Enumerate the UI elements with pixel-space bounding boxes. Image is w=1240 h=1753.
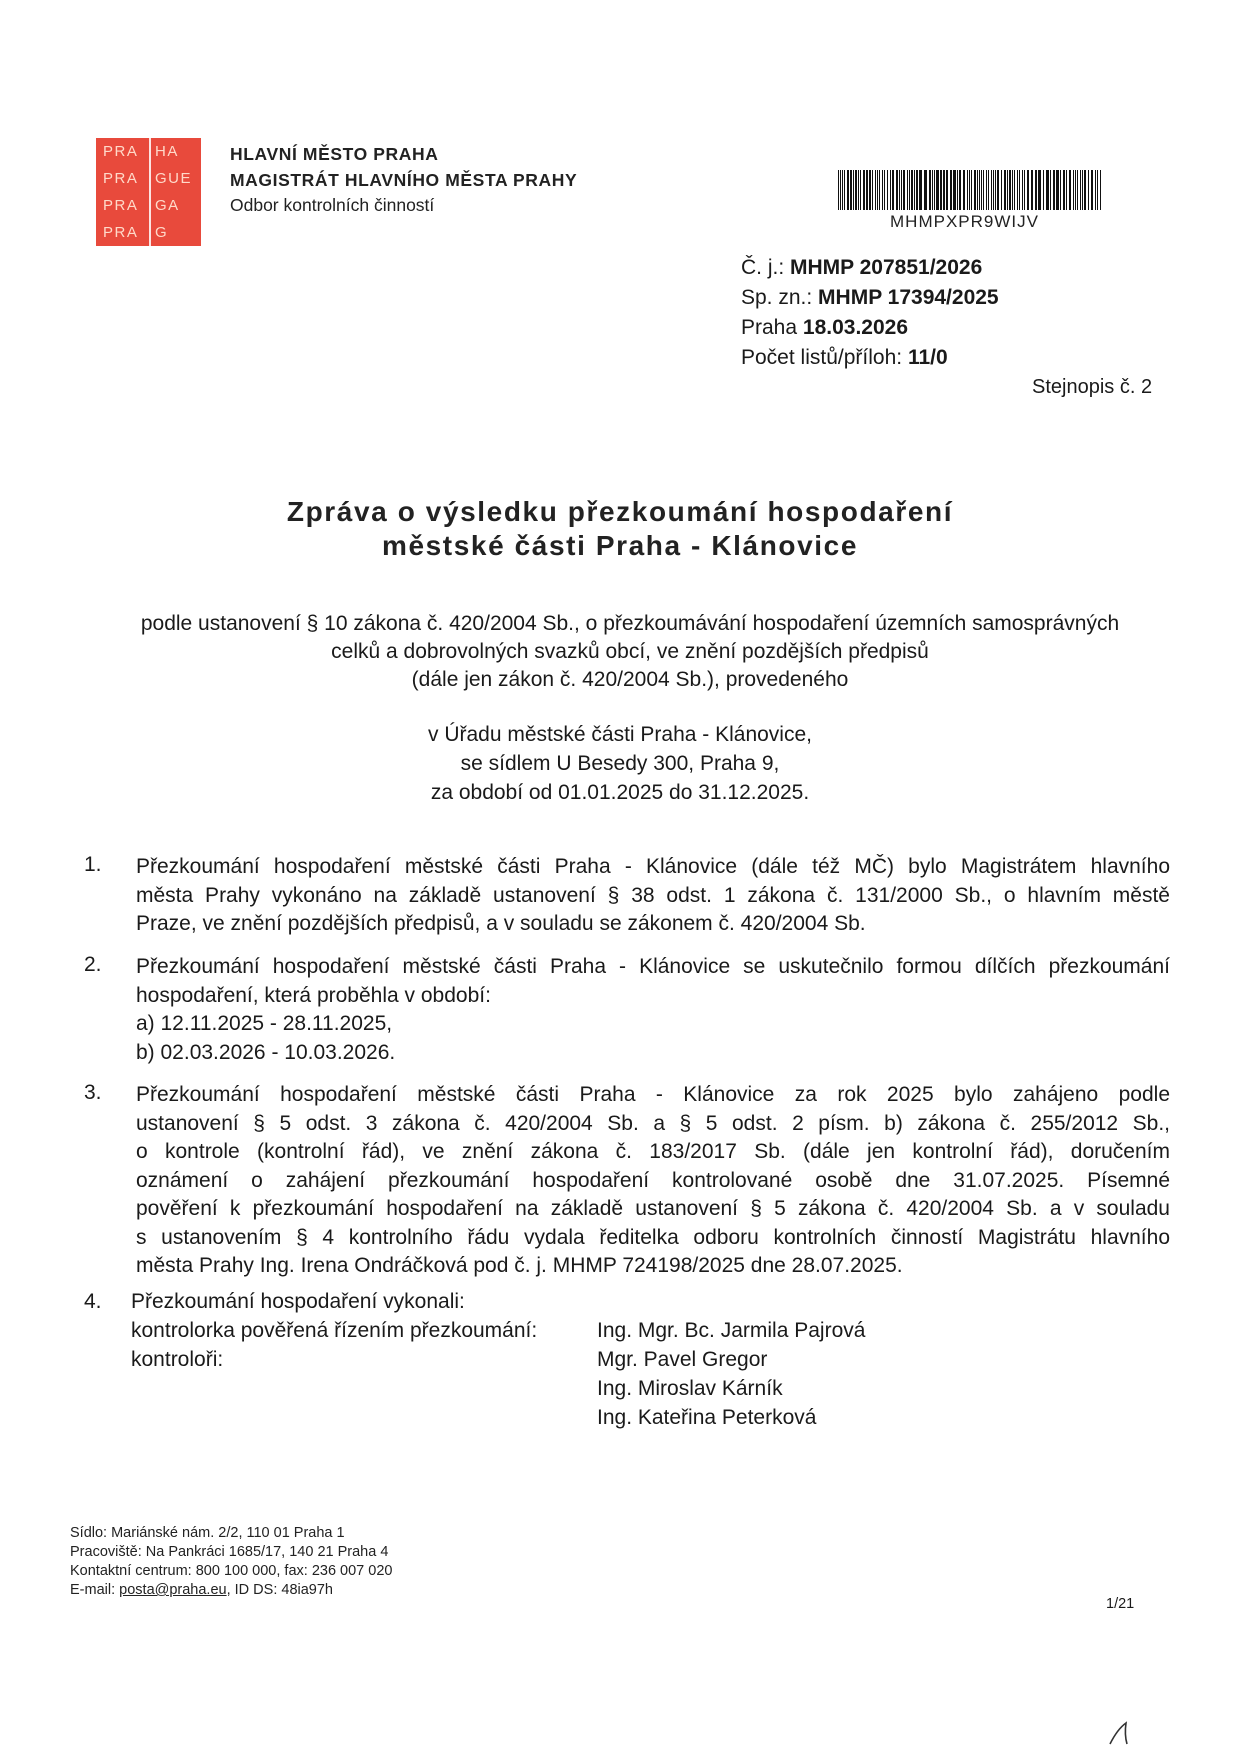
barcode-bar: [953, 170, 956, 210]
prague-logo: [96, 138, 201, 246]
barcode-bar: [1084, 170, 1086, 210]
logo-row: PRA GUE: [103, 170, 193, 187]
barcode-bar: [842, 170, 843, 210]
barcode-bar: [959, 170, 961, 210]
barcode-code: MHMPXPR9WIJV: [890, 212, 1039, 231]
barcode-bar: [872, 170, 873, 210]
barcode-bar: [1066, 170, 1067, 210]
footer-seat: Sídlo: Mariánské nám. 2/2, 110 01 Praha 1: [70, 1525, 345, 1541]
barcode-bar: [1100, 170, 1101, 210]
barcode-bar: [936, 170, 939, 210]
barcode-bar: [967, 170, 968, 210]
footer-contacts: [70, 1524, 392, 1600]
auditor-name: Ing. Miroslav Kárník: [597, 1377, 783, 1400]
auditor-name: Mgr. Pavel Gregor: [597, 1348, 768, 1371]
barcode-bar: [950, 170, 952, 210]
footer-email-line: E-mail: posta@praha.eu, ID DS: 48ia97h: [70, 1582, 333, 1598]
barcode-bar: [1001, 170, 1002, 210]
barcode-bar: [875, 170, 876, 210]
barcode-bar: [1095, 170, 1096, 210]
point-3-text: Přezkoumání hospodaření městské části Praha - Klánovice za rok 2025 bylo zahájeno podle ustanovení § 5 odst. 3 zákona č. 420/2004 Sb. a § 5 odst. 2 písm. b) zákona č. 255/2012 Sb., o kontrole (kontrolní řád), ve znění zákona č. 183/2017 Sb. (dále jen kontrolní řád), doručením oznámení o zahájení přezkoumání hospodaření kontrolované osobě dne 31.07.2025. Písemné pověření k přezkoumání hospodaření na základě ustanovení § 5 zákona č. 420/2004 Sb. a v souladu s ustanovením § 4 kontrolního řádu vydala ředitelka odboru kontrolních činností Magistrátu hlavního města Prahy Ing. Irena Ondráčková pod č. j. MHMP 724198/2025 dne 28.07.2025.: [136, 1083, 1170, 1277]
barcode-bar: [1038, 170, 1041, 210]
footer-contact-centre: Kontaktní centrum: 800 100 000, fax: 236 007 020: [70, 1563, 393, 1579]
header-department: Odbor kontrolních činností: [230, 195, 435, 215]
barcode-bar: [934, 170, 935, 210]
barcode-bar: [1050, 170, 1051, 210]
barcode-bar: [840, 170, 841, 210]
barcode-bar: [940, 170, 942, 210]
barcode-bar: [863, 170, 865, 210]
barcode-bar: [924, 170, 927, 210]
barcode-bar: [1031, 170, 1033, 210]
barcode-bar: [877, 170, 878, 210]
lead-auditor-name: Ing. Mgr. Bc. Jarmila Pajrová: [597, 1319, 866, 1342]
barcode-bar: [887, 170, 888, 210]
barcode-bar: [884, 170, 885, 210]
barcode-bar: [993, 170, 994, 210]
barcode-bar: [957, 170, 958, 210]
barcode-bar: [1075, 170, 1076, 210]
document-title-line1: Zpráva o výsledku přezkoumání hospodaření: [286, 496, 954, 527]
barcode-bar: [1091, 170, 1093, 210]
barcode-bar: [909, 170, 910, 210]
barcode-bar: [974, 170, 976, 210]
barcode-bar: [914, 170, 915, 210]
barcode-bar: [844, 170, 845, 210]
barcode-bar: [929, 170, 931, 210]
barcode-bar: [892, 170, 894, 210]
barcode-bar: [1097, 170, 1098, 210]
logo-row: PRA GA: [103, 197, 180, 214]
barcode-bar: [860, 170, 861, 210]
barcode-bar: [1063, 170, 1065, 210]
barcode-bar: [896, 170, 898, 210]
point-4-number: 4.: [84, 1290, 102, 1313]
auditors-label: kontroloři:: [131, 1348, 224, 1371]
barcode-bar: [858, 170, 859, 210]
barcode-bar: [986, 170, 987, 210]
barcode-bar: [981, 170, 982, 210]
handwritten-mark-icon: [1108, 1720, 1132, 1746]
point-2-number: 2.: [84, 953, 102, 976]
barcode-bar: [1022, 170, 1023, 210]
footer-office: Pracoviště: Na Pankráci 1685/17, 140 21 Praha 4: [70, 1544, 389, 1560]
point-2-text: Přezkoumání hospodaření městské části Praha - Klánovice se uskutečnilo formou dílčích přezkoumání hospodaření, která proběhla v období: a) 12.11.2025 - 28.11.2025, b) 02.03.2026 - 10.03.2026.: [136, 953, 1170, 1067]
page-number: 1/21: [1106, 1596, 1135, 1612]
point-1-text: Přezkoumání hospodaření městské části Praha - Klánovice (dále též MČ) bylo Magistrátem hlavního města Prahy vykonáno na základě ustanovení § 38 odst. 1 zákona č. 131/2000 Sb., o hlavním městě Praze, ve znění pozdějších předpisů, a v souladu se zákonem č. 420/2004 Sb.: [136, 855, 1170, 935]
barcode-bar: [1073, 170, 1074, 210]
barcode-bar: [1024, 170, 1025, 210]
barcode-bar: [1007, 170, 1008, 210]
barcode-bar: [903, 170, 905, 210]
barcode-bar: [901, 170, 902, 210]
point-4-heading: Přezkoumání hospodaření vykonali:: [131, 1290, 465, 1313]
barcode-bar: [1053, 170, 1055, 210]
barcode-bar: [1019, 170, 1020, 210]
barcode-bar: [963, 170, 965, 210]
file-number: Sp. zn.: MHMP 17394/2025: [741, 286, 999, 309]
period-b: b) 02.03.2026 - 10.03.2026.: [136, 1040, 396, 1064]
barcode-bar: [1080, 170, 1081, 210]
document-title-line2: městské části Praha - Klánovice: [381, 530, 859, 561]
barcode-bar: [916, 170, 918, 210]
barcode-bar: [907, 170, 908, 210]
barcode-bar: [866, 170, 868, 210]
sheet-count: Počet listů/příloh: 11/0: [741, 346, 948, 369]
document-date: Praha 18.03.2026: [741, 316, 908, 339]
barcode-bar: [971, 170, 972, 210]
barcode-bar: [853, 170, 854, 210]
logo-row: PRA HA: [103, 143, 179, 160]
barcode-bar: [899, 170, 900, 210]
barcode-bar: [1060, 170, 1061, 210]
barcode-bar: [847, 170, 849, 210]
barcode-bar: [946, 170, 948, 210]
barcode-bar: [1043, 170, 1044, 210]
intro-text: podle ustanovení § 10 zákona č. 420/2004 Sb., o přezkoumávání hospodaření územních samosprávných celků a dobrovolných svazků obcí, ve znění pozdějších předpisů (dále jen zákon č. 420/2004 Sb.), provedeného: [140, 612, 1120, 691]
lead-auditor-label: kontrolorka pověřená řízením přezkoumání:: [131, 1319, 538, 1342]
barcode-bar: [855, 170, 857, 210]
barcode-bar: [969, 170, 970, 210]
barcode-bar: [882, 170, 883, 210]
barcode-bar: [890, 170, 891, 210]
header-magistrate: MAGISTRÁT HLAVNÍHO MĚSTA PRAHY: [230, 170, 578, 190]
barcode-bar: [991, 170, 992, 210]
logo-row: PRA G: [103, 224, 169, 241]
barcode-bar: [911, 170, 913, 210]
barcode-bar: [943, 170, 945, 210]
barcode-icon: [838, 170, 1101, 210]
header-city: HLAVNÍ MĚSTO PRAHA: [230, 144, 439, 164]
barcode-bar: [838, 170, 839, 210]
barcode-bar: [997, 170, 999, 210]
barcode-bar: [983, 170, 984, 210]
barcode-bar: [1056, 170, 1059, 210]
period-a: a) 12.11.2025 - 28.11.2025,: [136, 1012, 393, 1035]
barcode-bar: [1012, 170, 1013, 210]
barcode-bar: [919, 170, 922, 210]
audit-place: v Úřadu městské části Praha - Klánovice, se sídlem U Besedy 300, Praha 9, za období od 01.01.2025 do 31.12.2025.: [428, 723, 812, 804]
barcode-bar: [1088, 170, 1089, 210]
barcode-bar: [1027, 170, 1029, 210]
barcode-bar: [1014, 170, 1015, 210]
barcode-bar: [1069, 170, 1071, 210]
barcode-bar: [995, 170, 996, 210]
barcode-bar: [1046, 170, 1049, 210]
reference-number: Č. j.: MHMP 207851/2026: [741, 256, 983, 279]
barcode-bar: [977, 170, 978, 210]
barcode-bar: [850, 170, 852, 210]
barcode-bar: [979, 170, 980, 210]
barcode-bar: [879, 170, 880, 210]
barcode-bar: [1082, 170, 1083, 210]
point-3-number: 3.: [84, 1081, 102, 1104]
auditor-name: Ing. Kateřina Peterková: [597, 1406, 817, 1429]
barcode-bar: [869, 170, 871, 210]
barcode-bar: [1009, 170, 1011, 210]
barcode-bar: [1035, 170, 1037, 210]
footer-email-link[interactable]: posta@praha.eu: [119, 1582, 227, 1598]
barcode-bar: [1017, 170, 1018, 210]
barcode-bar: [1004, 170, 1006, 210]
barcode-bar: [932, 170, 933, 210]
copy-number: Stejnopis č. 2: [1032, 376, 1153, 398]
point-1-number: 1.: [84, 853, 102, 876]
barcode-bar: [988, 170, 989, 210]
barcode-bar: [1077, 170, 1078, 210]
